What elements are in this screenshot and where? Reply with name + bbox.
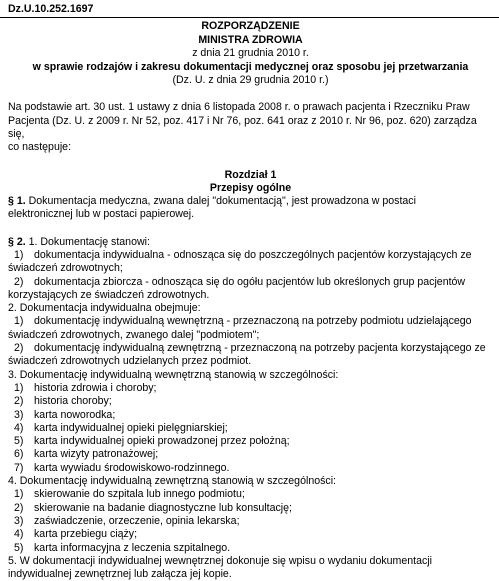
list-number: 3) — [14, 514, 24, 527]
list-item — [8, 315, 493, 342]
list-text: dokumentacja zbiorcza - odnosząca się do ogółu pacjentów lub określonych grup pacjentów — [34, 275, 466, 288]
list-text: karta wizyty patronażowej; — [34, 448, 159, 461]
list-number: 6) — [14, 448, 24, 461]
chapter-heading — [8, 169, 493, 196]
spacer — [8, 155, 493, 169]
list-text: dokumentację indywidualną wewnętrzną - przeznaczoną na potrzeby podmiotu udzielającego — [34, 315, 472, 328]
list-item — [8, 276, 493, 303]
list-number: 5) — [14, 435, 24, 448]
list-text: świadczeń zdrowotnych, zwanego dalej "podmiotem"; — [8, 328, 260, 341]
title-issuer: MINISTRA ZDROWIA — [198, 33, 303, 46]
list-number: 1) — [14, 315, 24, 328]
list-item — [8, 249, 493, 276]
list-text: dokumentacja indywidualna - odnosząca się do poszczególnych pacjentów korzystających ze — [34, 249, 472, 261]
list-item — [8, 382, 493, 395]
list-text: karta indywidualnej opieki prowadzonej przez położną; — [34, 435, 290, 448]
paragraph-number: § 2. — [8, 235, 26, 248]
list-text: świadczeń zdrowotnych; — [8, 262, 123, 275]
list-item — [8, 448, 493, 461]
preamble-line: co następuje: — [8, 141, 72, 154]
list-item — [8, 422, 493, 435]
list-item — [8, 395, 493, 408]
title-block — [8, 20, 493, 87]
list-number: 3) — [14, 408, 24, 421]
list-text: karta informacyjna z leczenia szpitalnego. — [34, 541, 231, 554]
document-id: Dz.U.10.252.1697 — [8, 3, 94, 15]
list-item — [8, 528, 493, 541]
list-number: 1) — [14, 249, 24, 261]
chapter-subtitle: Przepisy ogólne — [209, 181, 292, 194]
list-number: 2) — [14, 342, 24, 355]
section-text: indywidualnej zewnętrznej lub załącza jej kopie. — [8, 568, 232, 581]
list-item — [8, 488, 493, 501]
section-text: 5. W dokumentacji indywidualnej wewnętrznej dokonuje się wpisu o wydaniu dokumentacji — [8, 554, 432, 567]
title-date: z dnia 21 grudnia 2010 r. — [192, 47, 309, 60]
list-item — [8, 435, 493, 448]
list-text: karta przebiegu ciąży; — [34, 528, 138, 541]
section-intro: 2. Dokumentacja indywidualna obejmuje: — [8, 302, 201, 315]
paragraph-text: Dokumentacja medyczna, zwana dalej "dokumentacją", jest prowadzona w postaci — [25, 195, 416, 208]
list-text: historia zdrowia i choroby; — [34, 381, 157, 394]
list-number: 5) — [14, 541, 24, 554]
paragraph-2 — [8, 236, 493, 581]
list-item — [8, 342, 493, 369]
paragraph-text: 1. Dokumentację stanowi: — [25, 235, 150, 248]
document-header — [8, 3, 493, 16]
list-number: 2) — [14, 275, 24, 288]
header-divider — [0, 17, 499, 18]
list-item — [8, 462, 493, 475]
list-number: 7) — [14, 461, 24, 474]
list-text: zaświadczenie, orzeczenie, opinia lekarska; — [34, 514, 240, 527]
list-text: skierowanie na badanie diagnostyczne lub konsultację; — [34, 501, 292, 514]
list-number: 1) — [14, 381, 24, 394]
paragraph-number: § 1. — [8, 195, 26, 208]
list-text: karta indywidualnej opieki pielęgniarskiej; — [34, 421, 228, 434]
list-number: 4) — [14, 528, 24, 541]
list-text: dokumentację indywidualną zewnętrzną - przeznaczoną na potrzeby pacjenta korzystającego ze — [34, 342, 486, 355]
list-text: skierowanie do szpitala lub innego podmiotu; — [34, 488, 245, 501]
list-item — [8, 515, 493, 528]
list-text: historia choroby; — [34, 395, 112, 408]
spacer — [8, 87, 493, 101]
spacer — [8, 222, 493, 236]
section-intro: 4. Dokumentację indywidualną zewnętrzną stanowią w szczególności: — [8, 475, 336, 488]
list-item — [8, 542, 493, 555]
title-subject: w sprawie rodzajów i zakresu dokumentacji medycznej oraz sposobu jej przetwarzania — [32, 60, 469, 73]
section-intro: 3. Dokumentację indywidualną wewnętrzną stanowią w szczególności: — [8, 368, 339, 381]
preamble-line: Na podstawie art. 30 ust. 1 ustawy z dnia 6 listopada 2008 r. o prawach pacjenta i Rzeczniku Praw — [8, 101, 470, 114]
list-item — [8, 502, 493, 515]
preamble — [8, 101, 493, 154]
title-act-type: ROZPORZĄDZENIE — [201, 20, 300, 33]
chapter-title: Rozdział 1 — [224, 168, 277, 181]
list-number: 4) — [14, 421, 24, 434]
list-text: karta wywiadu środowiskowo-rodzinnego. — [34, 461, 230, 474]
title-journal: (Dz. U. z dnia 29 grudnia 2010 r.) — [172, 73, 329, 86]
list-text: korzystających ze świadczeń zdrowotnych. — [8, 288, 210, 301]
list-number: 2) — [14, 501, 24, 514]
paragraph-1 — [8, 195, 493, 222]
list-text: karta noworodka; — [34, 408, 116, 421]
list-item — [8, 409, 493, 422]
list-text: świadczeń zdrowotnych udzielanych przez podmiot. — [8, 355, 252, 368]
list-number: 2) — [14, 395, 24, 408]
list-number: 1) — [14, 488, 24, 501]
preamble-line: Pacjenta (Dz. U. z 2009 r. Nr 52, poz. 417 i Nr 76, poz. 641 oraz z 2010 r. Nr 96, poz. 620) zarządza się, — [8, 114, 477, 140]
paragraph-text: elektronicznej lub w postaci papierowej. — [8, 208, 195, 221]
